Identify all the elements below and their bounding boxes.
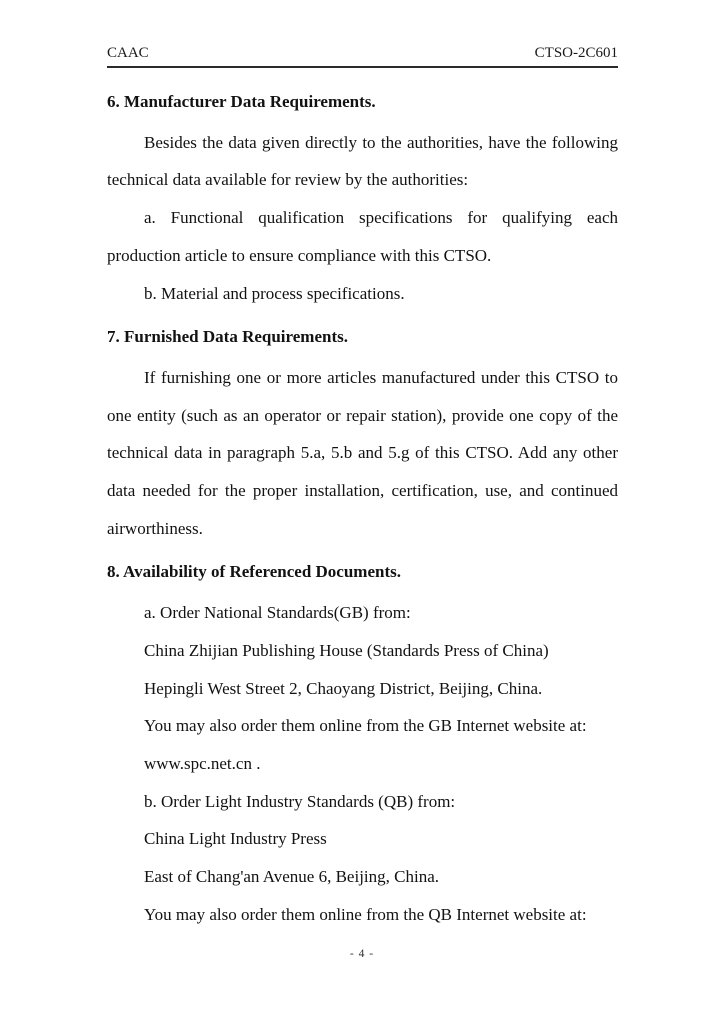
paragraph: Besides the data given directly to the authorities, have the following technical data available for review by the authorities: (107, 132, 618, 190)
page-number: - 4 - (349, 948, 375, 960)
section-heading: 6. Manufacturer Data Requirements. (107, 92, 376, 111)
paragraph: b. Material and process specifications. (144, 283, 405, 303)
paragraph: Hepingli West Street 2, Chaoyang District, Beijing, China. (144, 678, 543, 698)
paragraph: You may also order them online from the QB Internet website at: (144, 904, 587, 924)
document-body (107, 68, 618, 933)
section-heading: 8. Availability of Referenced Documents. (107, 562, 401, 582)
page-header (107, 0, 618, 68)
paragraph: a. Order National Standards(GB) from: (144, 603, 411, 623)
header-left-label: CAAC (107, 45, 149, 61)
paragraph: a. Functional qualification specifications for qualifying each production article to ensure compliance with this CTSO. (107, 208, 618, 265)
paragraph: b. Order Light Industry Standards (QB) from: (144, 791, 456, 811)
paragraph: China Light Industry Press (144, 829, 327, 849)
paragraph: If furnishing one or more articles manufactured under this CTSO to one entity (such as an operator or repair station), provide one copy of the technical data in paragraph 5.a, 5.b and 5.g of this CTSO. Add any other data needed for the proper installation, certification, use, and continued airworthiness. (107, 367, 618, 538)
page-content-area (107, 0, 618, 933)
header-right-label: CTSO-2C601 (534, 45, 618, 61)
paragraph: China Zhijian Publishing House (Standards Press of China) (144, 640, 549, 660)
paragraph: East of Chang'an Avenue 6, Beijing, China. (144, 867, 440, 887)
section-heading: 7. Furnished Data Requirements. (107, 327, 348, 347)
paragraph: You may also order them online from the GB Internet website at: (144, 716, 587, 736)
paragraph: www.spc.net.cn . (144, 753, 261, 773)
page-footer (0, 948, 724, 960)
